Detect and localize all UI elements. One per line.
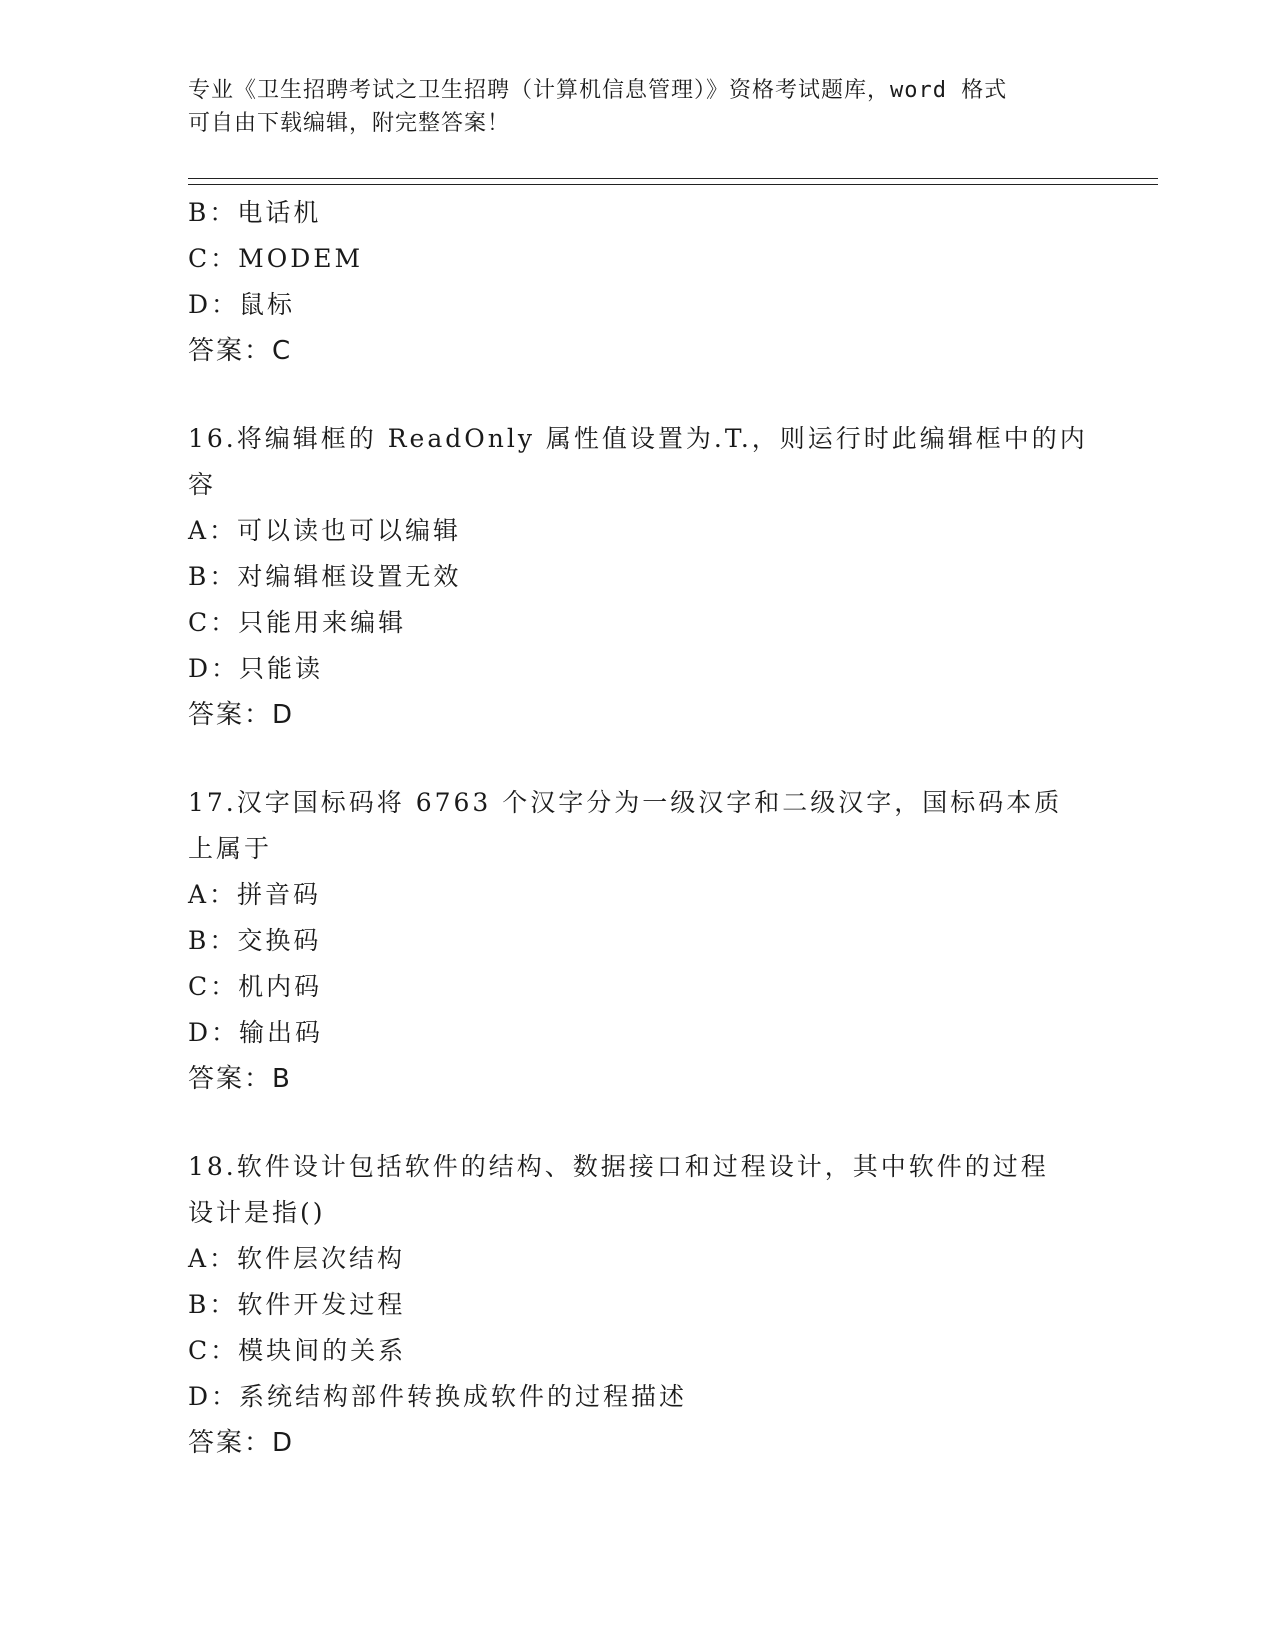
option-d: D：系统结构部件转换成软件的过程描述 xyxy=(188,1382,688,1411)
option-d: D：鼠标 xyxy=(188,290,296,319)
question-text-line-1: 17.汉字国标码将 6763 个汉字分为一级汉字和二级汉字，国标码本质 xyxy=(188,788,1063,817)
answer-line: 答案：C xyxy=(188,336,293,366)
option-c: C：只能用来编辑 xyxy=(188,608,407,637)
question-text-line-1: 16.将编辑框的 ReadOnly 属性值设置为.T.，则运行时此编辑框中的内 xyxy=(188,424,1088,453)
option-c: C：MODEM xyxy=(188,244,364,273)
option-d: D：输出码 xyxy=(188,1018,324,1047)
answer-line: 答案：B xyxy=(188,1064,292,1094)
header-line-1: 专业《卫生招聘考试之卫生招聘（计算机信息管理）》资格考试题库，word 格式 xyxy=(188,78,1008,103)
option-b: B：软件开发过程 xyxy=(188,1290,406,1319)
question-text-line-2: 容 xyxy=(188,470,217,499)
option-a: A：软件层次结构 xyxy=(188,1244,406,1273)
option-a: A：可以读也可以编辑 xyxy=(188,516,462,545)
option-b: B：电话机 xyxy=(188,198,322,227)
answer-line: 答案：D xyxy=(188,700,295,730)
option-a: A：拼音码 xyxy=(188,880,322,909)
option-c: C：模块间的关系 xyxy=(188,1336,407,1365)
header-line-2: 可自由下载编辑，附完整答案！ xyxy=(188,111,511,136)
header-divider-bottom xyxy=(188,184,1158,185)
document-header xyxy=(188,74,1068,140)
option-d: D：只能读 xyxy=(188,654,324,683)
header-divider-top xyxy=(188,178,1158,179)
option-c: C：机内码 xyxy=(188,972,323,1001)
question-17 xyxy=(188,780,1088,1102)
question-list xyxy=(188,190,1088,1466)
question-text-line-1: 18.软件设计包括软件的结构、数据接口和过程设计，其中软件的过程 xyxy=(188,1152,1049,1181)
option-b: B：交换码 xyxy=(188,926,322,955)
question-18 xyxy=(188,1144,1088,1466)
question-16 xyxy=(188,416,1088,738)
question-text-line-2: 设计是指() xyxy=(188,1198,326,1227)
question-text-line-2: 上属于 xyxy=(188,834,273,863)
option-b: B：对编辑框设置无效 xyxy=(188,562,462,591)
answer-line: 答案：D xyxy=(188,1428,295,1458)
question-15-continued xyxy=(188,190,1088,374)
